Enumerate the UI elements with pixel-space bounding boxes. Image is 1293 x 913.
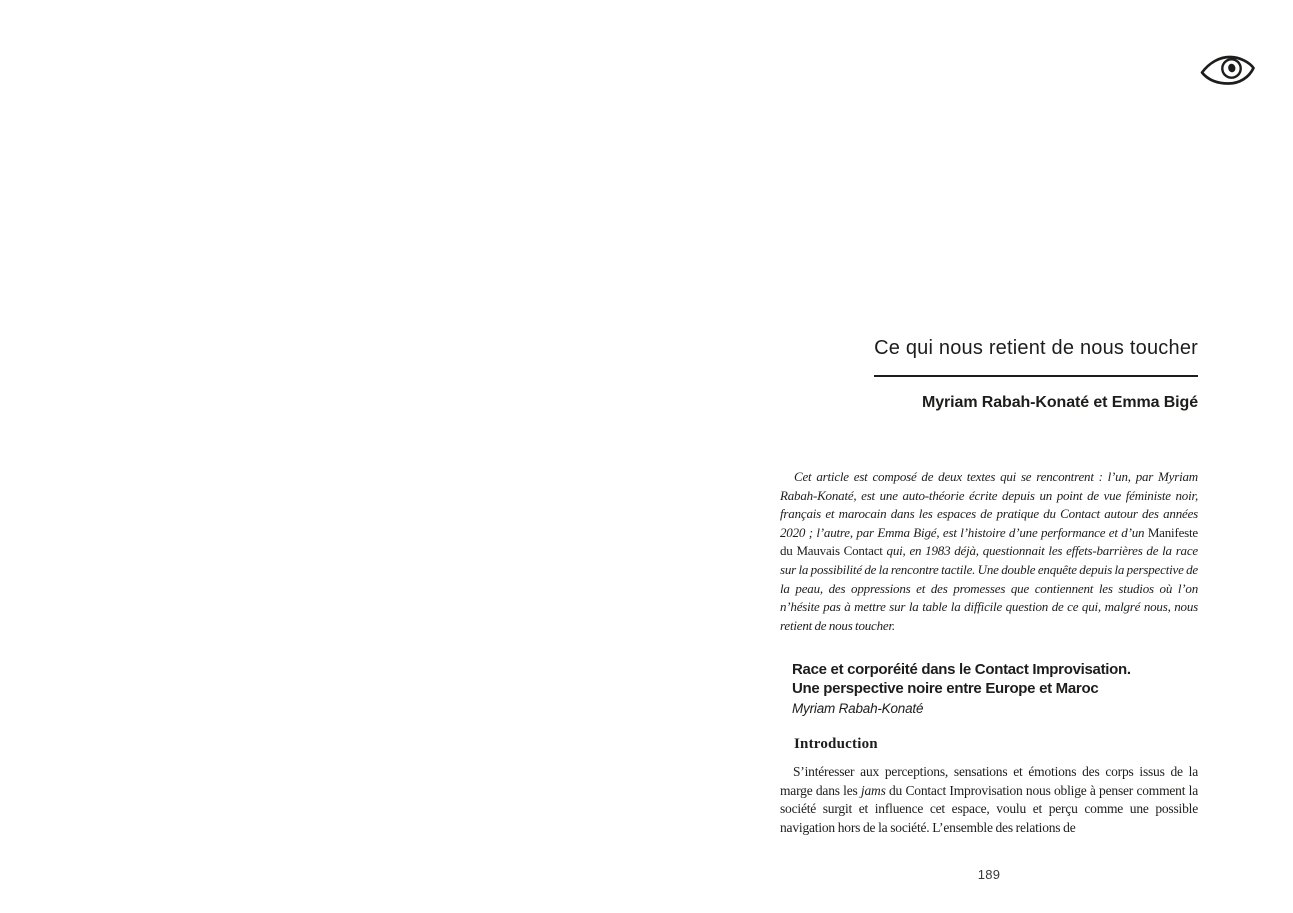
section-title-block	[792, 661, 1198, 719]
section-author: Myriam Rabah-Konaté	[792, 701, 924, 716]
page-title: Ce qui nous retient de nous toucher	[874, 337, 1198, 377]
page-number: 189	[977, 867, 1001, 882]
abstract-text-italic-2: qui, en 1983 déjà, questionnait les effets-barrières de la race sur la possibilité de la rencontre tactile. Une double enquête depuis la perspective de la peau, des oppressions et des promesses que contiennent les studios où l’on n’hésite pas à mettre sur la table la difficile question de ce qui, malgré nous, nous retient de nous toucher.	[780, 543, 1198, 633]
text-column	[780, 0, 1198, 913]
abstract-text-italic-1: Cet article est composé de deux textes qui se rencontrent : l’un, par Myriam Rabah-Konaté, est une auto-théorie écrite depuis un point de vue féministe noir, français et marocain dans les espaces de pratique du Contact autour des années 2020 ; l’autre, par Emma Bigé, est l’histoire d’une performance et d’un	[780, 469, 1198, 540]
intro-text-1: S’intéresser aux perceptions, sensations et émotions des corps issus de la marge dans les	[780, 764, 1198, 798]
intro-text-2: du Contact Improvisation nous oblige à penser comment la société surgit et influence cet espace, voulu et perçu comme une possible navigation hors de la société. L’ensemble des relations de	[780, 782, 1198, 835]
chapter-authors: Myriam Rabah-Konaté et Emma Bigé	[922, 394, 1198, 411]
abstract-text-roman: Manifeste du Mauvais Contact	[780, 524, 1198, 559]
introduction-heading: Introduction	[794, 736, 878, 752]
section-title-line2: Une perspective noire entre Europe et Maroc	[792, 679, 1099, 697]
section-title-line1: Race et corporéité dans le Contact Improvisation.	[792, 661, 1131, 678]
intro-text-italic: jams	[860, 782, 886, 798]
eye-icon	[1200, 54, 1256, 87]
intro-paragraph	[780, 763, 1198, 837]
abstract-paragraph	[780, 468, 1198, 635]
chapter-title-block	[780, 337, 1198, 377]
